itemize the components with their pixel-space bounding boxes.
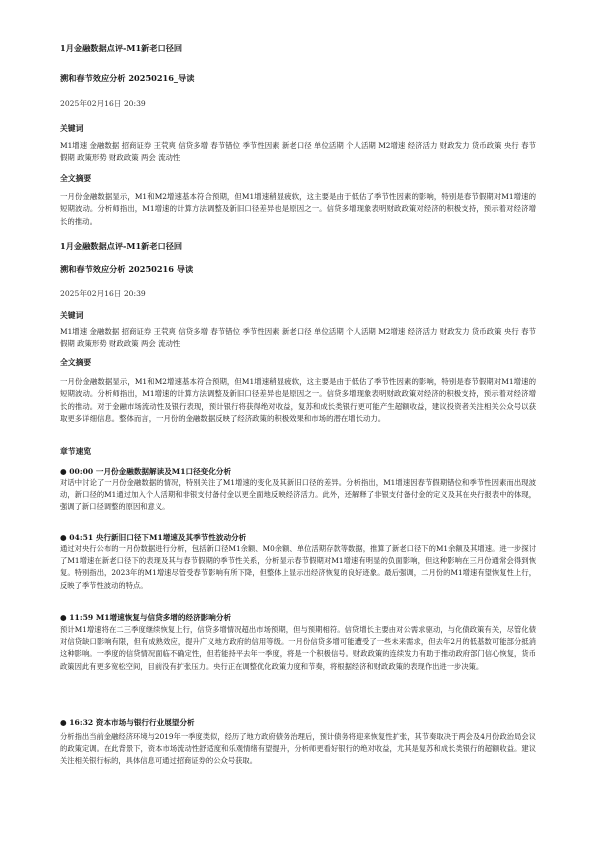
keywords-heading: 关键词 bbox=[60, 311, 84, 320]
chapter-body: 对话中讨论了一月份金融数据的情况，特别关注了M1增速的变化及其新旧口径的差异。分析指出，M1增速因春节假期错位和季节性因素而出现波动，新口径的M1通过加入个人活期和非银支付备付金以更全面地反映经济活力。此外，还解释了非银支付备付金的定义及其在央行报表中的体现，强调了新口径调整的原因和意义。 bbox=[60, 478, 536, 512]
doc-title-line1: 1月金融数据点评-M1新老口径回 bbox=[60, 43, 183, 53]
doc-datetime: 2025年02月16日 20:39 bbox=[60, 289, 146, 298]
keywords-heading: 关键词 bbox=[60, 124, 84, 133]
doc-title-line1: 1月金融数据点评-M1新老口径回 bbox=[60, 241, 183, 251]
chapters-heading: 章节速览 bbox=[60, 447, 92, 456]
summary-text: 一月份金融数据显示，M1和M2增速基本符合预期，但M1增速稍显疲软，这主要是由于低估了季节性因素的影响，特别是春节假期对M1增速的短期波动。分析师指出，M1增速的计算方法调整及新旧口径差异也是原因之一。信贷多增现象表明财政政策对经济的积极支持，预示着对经济增长的推动。对于金融市场流动性及银行表现，预计银行将获得绝对收益，复苏和成长类银行更可能产生超额收益，建议投资者关注相关公众号以获取更多详细信息。整体而言，一月份的金融数据反映了经济政策的积极效果和市场的潜在增长动力。 bbox=[60, 377, 536, 424]
doc-title-line2: 溯和春节效应分析 20250216 导读 bbox=[60, 264, 194, 274]
chapter-body: 预计M1增速将在二三季度继续恢复上行，信贷多增情况超出市场预期，但与预期相符。信贷增长主要由对公需求驱动，与化债政策有关，尽管化债对信贷缺口影响有限，但有成熟效应，提升广义地方政府的信用等级。一月份信贷多增可能遭受了一些未来需求，但去年2月的低基数可能部分抵消这种影响。一季度的信贷情况面临不确定性，但若能持平去年一季度，将是一个积极信号。财政政策的连续发力有助于推动政府部门信心恢复，货币政策因此有更多宽松空间，目前没有扩张压力。央行正在调整优化政策力度和节奏，将根据经济和财政政策的表现作出进一步决策。 bbox=[60, 625, 536, 671]
keywords-text: M1增速 金融数据 招商证券 王茕爽 信贷多增 春节错位 季节性因素 新老口径 单位活期 个人活期 M2增速 经济活力 财政发力 货币政策 央行 春节假期 政策形势 财政政策 两会 流动性 bbox=[60, 327, 536, 349]
chapter-title: ● 11:59 M1增速恢复与信贷多增的经济影响分析 bbox=[60, 613, 232, 622]
summary-heading: 全文摘要 bbox=[60, 358, 92, 367]
chapter-body: 通过对央行公布的一月份数据进行分析，包括新口径M1余额、M0余额、单位活期存款等数据，推算了新老口径下的M1余额及其增速。进一步探讨了M1增速在新老口径下的表现及其与春节假期的季节性关系，分析显示春节假期对M1增速有明显的负面影响，但这种影响在三月份通常会得到恢复。特别指出，2023年的M1增速尽管受春节影响有所下降，但整体上显示出经济恢复的良好迹象。最后强调，二月份的M1增速有望恢复性上行，反映了季节性波动的特点。 bbox=[60, 544, 536, 590]
chapter-body: 分析指出当前金融经济环境与2019年一季度类似，经历了地方政府债务治理后，预计债务将迎来恢复性扩张，其节奏取决于两会及4月份政治局会议的政策定调。在此背景下，资本市场流动性舒适度和乐观情绪有望提升，分析师更看好银行的绝对收益，尤其是复苏和成长类银行的超额收益。建议关注相关银行标的，具体信息可通过招商证券的公众号获取。 bbox=[60, 732, 536, 766]
summary-text: 一月份金融数据显示，M1和M2增速基本符合预期，但M1增速稍显疲软，这主要是由于低估了季节性因素的影响，特别是春节假期对M1增速的短期波动。分析师指出，M1增速的计算方法调整及新旧口径差异也是原因之一。信贷多增现象表明财政政策对经济的积极支持，预示着对经济增长的推动。 bbox=[60, 192, 536, 226]
chapter-title: ● 16:32 资本市场与银行行业展望分析 bbox=[60, 718, 195, 727]
chapter-title: ● 04:51 央行新旧口径下M1增速及其季节性波动分析 bbox=[60, 533, 247, 542]
doc-datetime: 2025年02月16日 20:39 bbox=[60, 99, 146, 108]
keywords-text: M1增速 金融数据 招商证券 王茕爽 信贷多增 春节错位 季节性因素 新老口径 单位活期 个人活期 M2增速 经济活力 财政发力 货币政策 央行 春节假期 政策形势 财政政策 两会 流动性 bbox=[60, 141, 536, 163]
doc-title-line2: 溯和春节效应分析 20250216_导读 bbox=[60, 73, 195, 83]
chapter-title: ● 00:00 一月份金融数据解读及M1口径变化分析 bbox=[60, 467, 232, 476]
summary-heading: 全文摘要 bbox=[60, 174, 92, 183]
